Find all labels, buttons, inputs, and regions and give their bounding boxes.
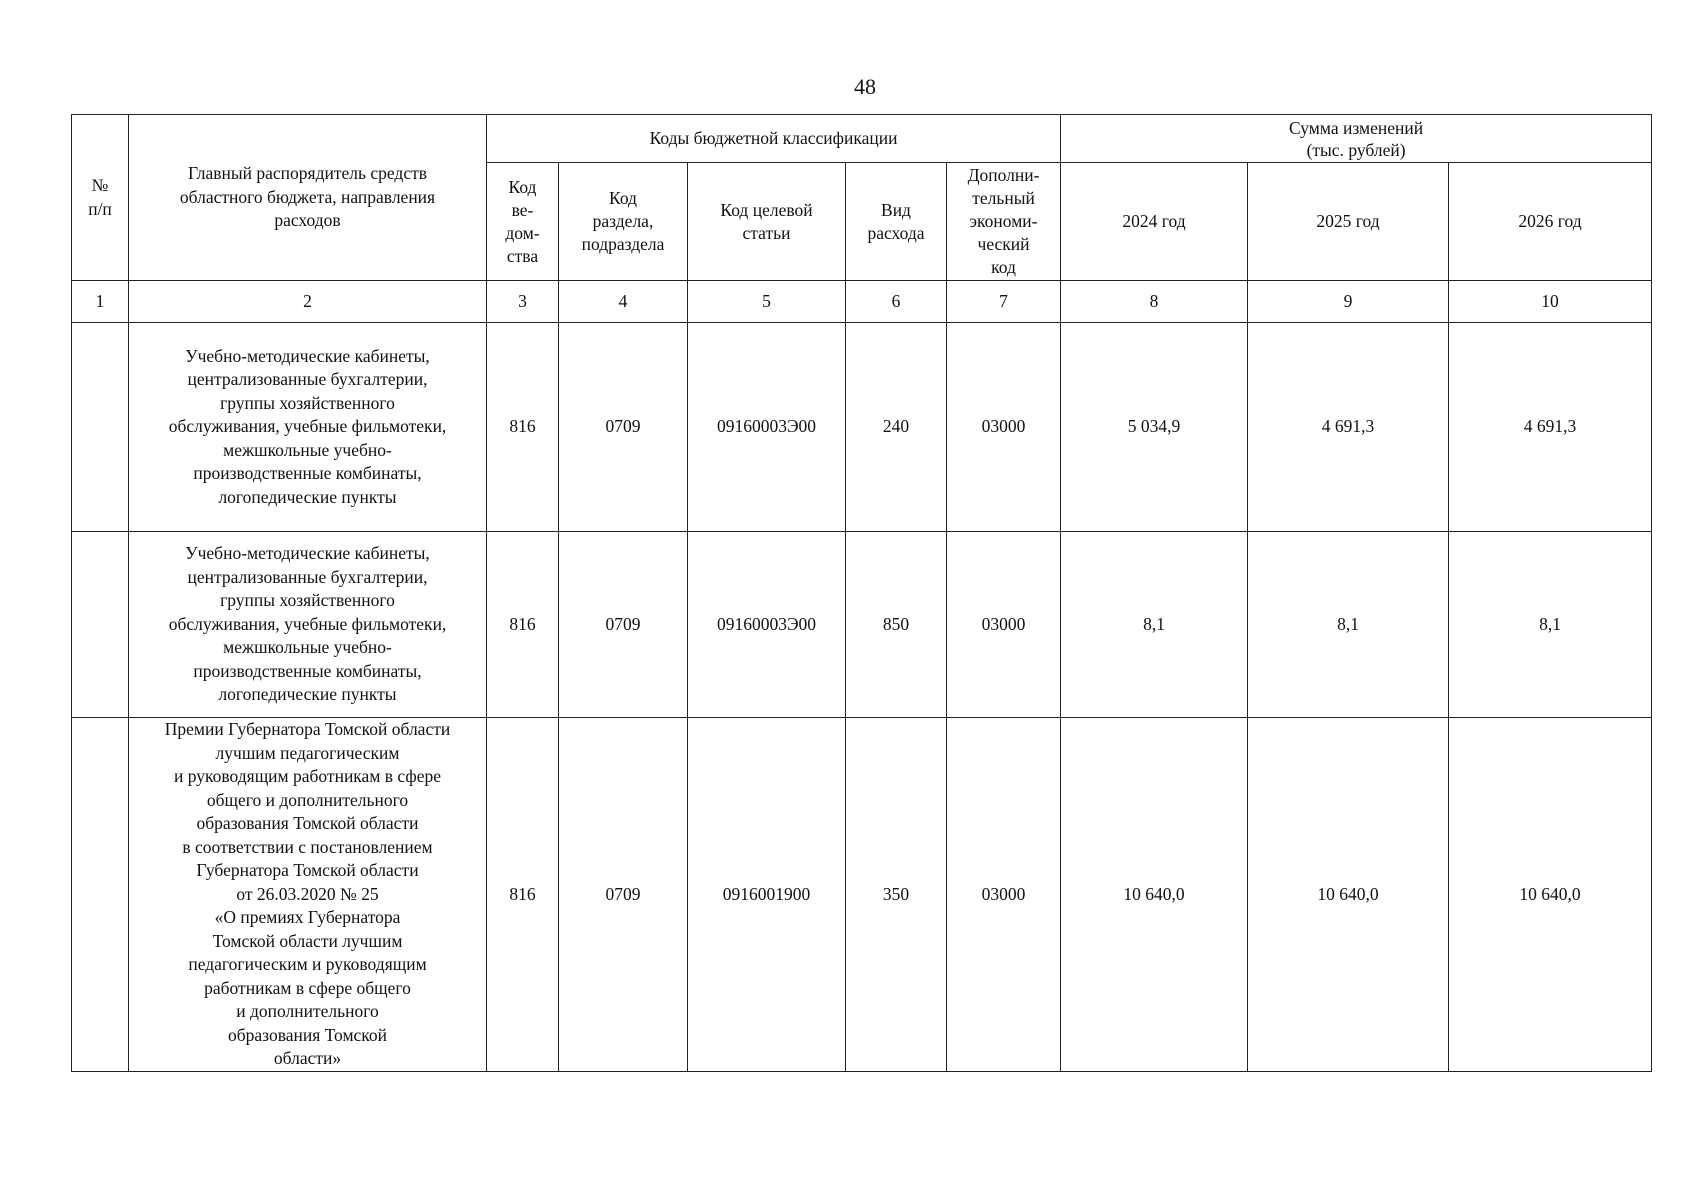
row-extra-code: 03000 xyxy=(947,718,1061,1072)
header-row-top xyxy=(72,115,1652,163)
row-sum-2025: 4 691,3 xyxy=(1248,323,1449,532)
row-description: Учебно-методические кабинеты, централизованные бухгалтерии, группы хозяйственного обслуживания, учебные фильмотеки, межшкольные учебно- производственные комбинаты, логопедические пункты xyxy=(129,532,487,718)
header-code-section: Код раздела, подраздела xyxy=(559,163,688,281)
row-section-code: 0709 xyxy=(559,323,688,532)
row-sum-2026: 10 640,0 xyxy=(1449,718,1652,1072)
header-codes-group: Коды бюджетной классификации xyxy=(487,115,1061,163)
header-code-target: Код целевой статьи xyxy=(688,163,846,281)
row-sum-2025: 8,1 xyxy=(1248,532,1449,718)
column-number: 6 xyxy=(846,281,947,323)
row-target-code: 09160003Э00 xyxy=(688,323,846,532)
row-expense-type: 350 xyxy=(846,718,947,1072)
header-expense-type: Вид расхода xyxy=(846,163,947,281)
row-sum-2026: 8,1 xyxy=(1449,532,1652,718)
header-year-2026: 2026 год xyxy=(1449,163,1652,281)
row-target-code: 0916001900 xyxy=(688,718,846,1072)
row-num xyxy=(72,323,129,532)
column-number: 4 xyxy=(559,281,688,323)
column-number: 8 xyxy=(1061,281,1248,323)
row-extra-code: 03000 xyxy=(947,532,1061,718)
column-number: 7 xyxy=(947,281,1061,323)
row-expense-type: 240 xyxy=(846,323,947,532)
row-num xyxy=(72,718,129,1072)
row-description: Премии Губернатора Томской области лучшим педагогическим и руководящим работникам в сфере общего и дополнительного образования Томской области в соответствии с постановлением Губернатора Томской области от 26.03.2020 № 25 «О премиях Губернатора Томской области лучшим педагогическим и руководящим работникам в сфере общего и дополнительного образования Томской области» xyxy=(129,718,487,1072)
row-target-code: 09160003Э00 xyxy=(688,532,846,718)
column-number: 5 xyxy=(688,281,846,323)
row-section-code: 0709 xyxy=(559,532,688,718)
row-dept-code: 816 xyxy=(487,323,559,532)
column-number: 9 xyxy=(1248,281,1449,323)
budget-changes-table xyxy=(71,114,1652,1072)
row-sum-2024: 8,1 xyxy=(1061,532,1248,718)
row-dept-code: 816 xyxy=(487,532,559,718)
header-extra-code: Дополни- тельный экономи- ческий код xyxy=(947,163,1061,281)
row-sum-2024: 5 034,9 xyxy=(1061,323,1248,532)
row-sum-2026: 4 691,3 xyxy=(1449,323,1652,532)
header-recipient: Главный распорядитель средств областного бюджета, направления расходов xyxy=(129,115,487,281)
row-description: Учебно-методические кабинеты, централизованные бухгалтерии, группы хозяйственного обслуживания, учебные фильмотеки, межшкольные учебно- производственные комбинаты, логопедические пункты xyxy=(129,323,487,532)
row-dept-code: 816 xyxy=(487,718,559,1072)
row-extra-code: 03000 xyxy=(947,323,1061,532)
table-row xyxy=(72,323,1652,532)
header-code-dept: Код ве- дом- ства xyxy=(487,163,559,281)
table-row xyxy=(72,718,1652,1072)
header-sum-group: Сумма изменений (тыс. рублей) xyxy=(1061,115,1652,163)
table-row xyxy=(72,532,1652,718)
header-year-2025: 2025 год xyxy=(1248,163,1449,281)
row-sum-2025: 10 640,0 xyxy=(1248,718,1449,1072)
column-number: 3 xyxy=(487,281,559,323)
row-num xyxy=(72,532,129,718)
row-sum-2024: 10 640,0 xyxy=(1061,718,1248,1072)
header-num: № п/п xyxy=(72,115,129,281)
column-number: 2 xyxy=(129,281,487,323)
header-year-2024: 2024 год xyxy=(1061,163,1248,281)
column-number-row xyxy=(72,281,1652,323)
row-expense-type: 850 xyxy=(846,532,947,718)
page-number: 48 xyxy=(854,74,876,99)
column-number: 1 xyxy=(72,281,129,323)
row-section-code: 0709 xyxy=(559,718,688,1072)
column-number: 10 xyxy=(1449,281,1652,323)
